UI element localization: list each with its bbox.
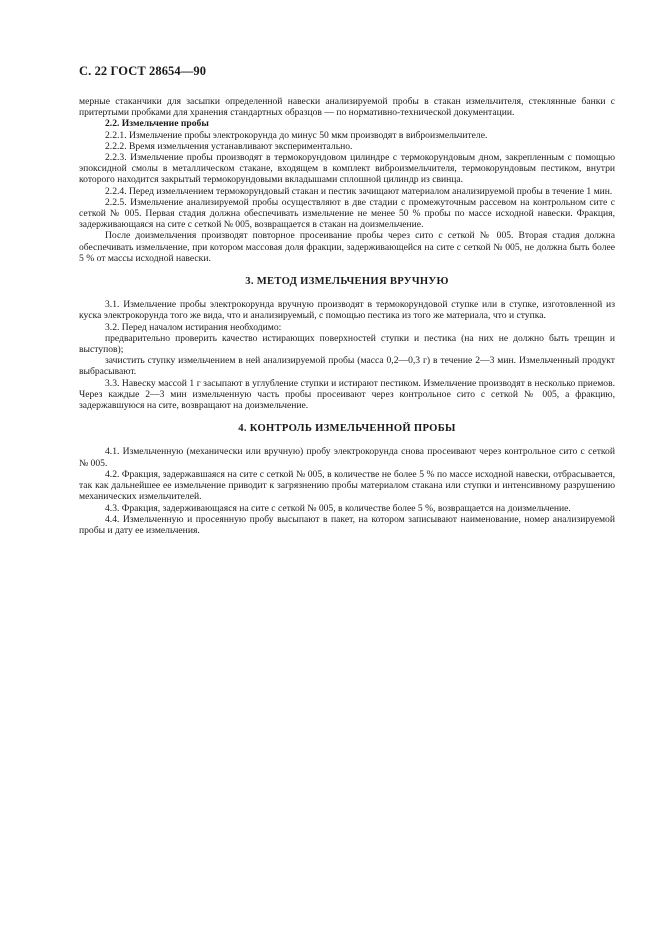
paragraph-2-2-1: 2.2.1. Измельчение пробы электрокорунда до минус 50 мкм производят в виброизмельчителе. <box>105 129 488 141</box>
subsection-heading-2-2: 2.2. Измельчение пробы <box>105 118 209 130</box>
running-header: С. 22 ГОСТ 28654—90 <box>79 64 207 78</box>
paragraph-2-2-4: 2.2.4. Перед измельчением термокорундовый стакан и пестик зачищают материалом анализируемой пробы в течение 1 мин. <box>105 185 613 197</box>
paragraph-2-2-2: 2.2.2. Время измельчения устанавливают экспериментально. <box>105 140 353 152</box>
paragraph-4-1: 4.1. Измельченную (механически или вручную) пробу электрокорунда снова просеивают через контрольное сито с сеткой № 005. <box>79 446 615 469</box>
document-body <box>79 96 615 536</box>
paragraph-3-2-item-2: зачистить ступку измельчением в ней анализируемой пробы (масса 0,2—0,3 г) в течение 2—3 мин. Измельченный продукт выбрасывают. <box>79 355 615 378</box>
paragraph-4-4: 4.4. Измельченную и просеянную пробу высыпают в пакет, на котором записывают наименование, номер анализируемой пробы и дату ее измельчения. <box>79 513 615 536</box>
paragraph-2-2-3: 2.2.3. Измельчение пробы производят в термокорундовом цилиндре с термокорундовым дном, закрепленным с помощью эпоксидной смолы в металлическом стакане, входящем в комплект виброизмельчителя, термокорундовым пестиком, внутри которого находится закрытый термокорундовыми вкладышами сплошной цилиндр из свинца. <box>79 152 615 186</box>
section-title-4: 4. КОНТРОЛЬ ИЗМЕЛЬЧЕННОЙ ПРОБЫ <box>238 423 456 435</box>
paragraph-4-3: 4.3. Фракция, задерживающаяся на сите с сеткой № 005, в количестве более 5 %, возвращается на доизмельчение. <box>105 502 571 514</box>
paragraph-3-2: 3.2. Перед началом истирания необходимо: <box>105 321 282 333</box>
paragraph-3-1: 3.1. Измельчение пробы электрокорунда вручную производят в термокорундовой ступке или в ступке, изготовленной из куска электрокорунда того же вида, что и анализируемый, с помощью пестика из того же материала, что и ступка. <box>79 299 615 322</box>
paragraph-3-2-item-1: предварительно проверить качество истирающих поверхностей ступки и пестика (на них не должно быть трещин и выступов); <box>79 332 615 356</box>
paragraph-2-2-5: 2.2.5. Измельчение анализируемой пробы осуществляют в две стадии с промежуточным рассевом на контрольном сите с сеткой № 005. Первая стадия должна обеспечивать измельчение не менее 50 % пробы по массе исходной навески. Фракция, задерживающаяся на сите с сеткой № 005, возвращается в стакан на доизмельчение. <box>79 196 615 231</box>
paragraph-3-3: 3.3. Навеску массой 1 г засыпают в углубление ступки и истирают пестиком. Измельчение производят в несколько приемов. Через каждые 2—3 мин измельченную часть пробы просеивают через контрольное сито с сеткой № 005, а фракцию, задержавшуюся на сите, возвращают на доизмельчение. <box>79 377 615 412</box>
paragraph-intro: мерные стаканчики для засыпки определенной навески анализируемой пробы в стакан измельчителя, стеклянные банки с притертыми пробками для хранения стандартных образцов — по нормативно-технической документации. <box>79 96 615 119</box>
paragraph-4-2: 4.2. Фракция, задержавшаяся на сите с сеткой № 005, в количестве не более 5 % по массе исходной навески, отбрасывается, так как дальнейшее ее измельчение приводит к загрязнению пробы материалом стакана или ступки и интенсивному разрушению механических измельчителей. <box>79 468 615 503</box>
paragraph-2-2-5-continued: После доизмельчения производят повторное просеивание пробы через сито с сеткой № 005. Вторая стадия должна обеспечивать измельчение, при котором массовая доля фракции, задерживающейся на сите с сеткой № 005, не должна быть более 5 % от массы исходной навески. <box>79 230 615 264</box>
section-title-3: 3. МЕТОД ИЗМЕЛЬЧЕНИЯ ВРУЧНУЮ <box>245 276 449 288</box>
